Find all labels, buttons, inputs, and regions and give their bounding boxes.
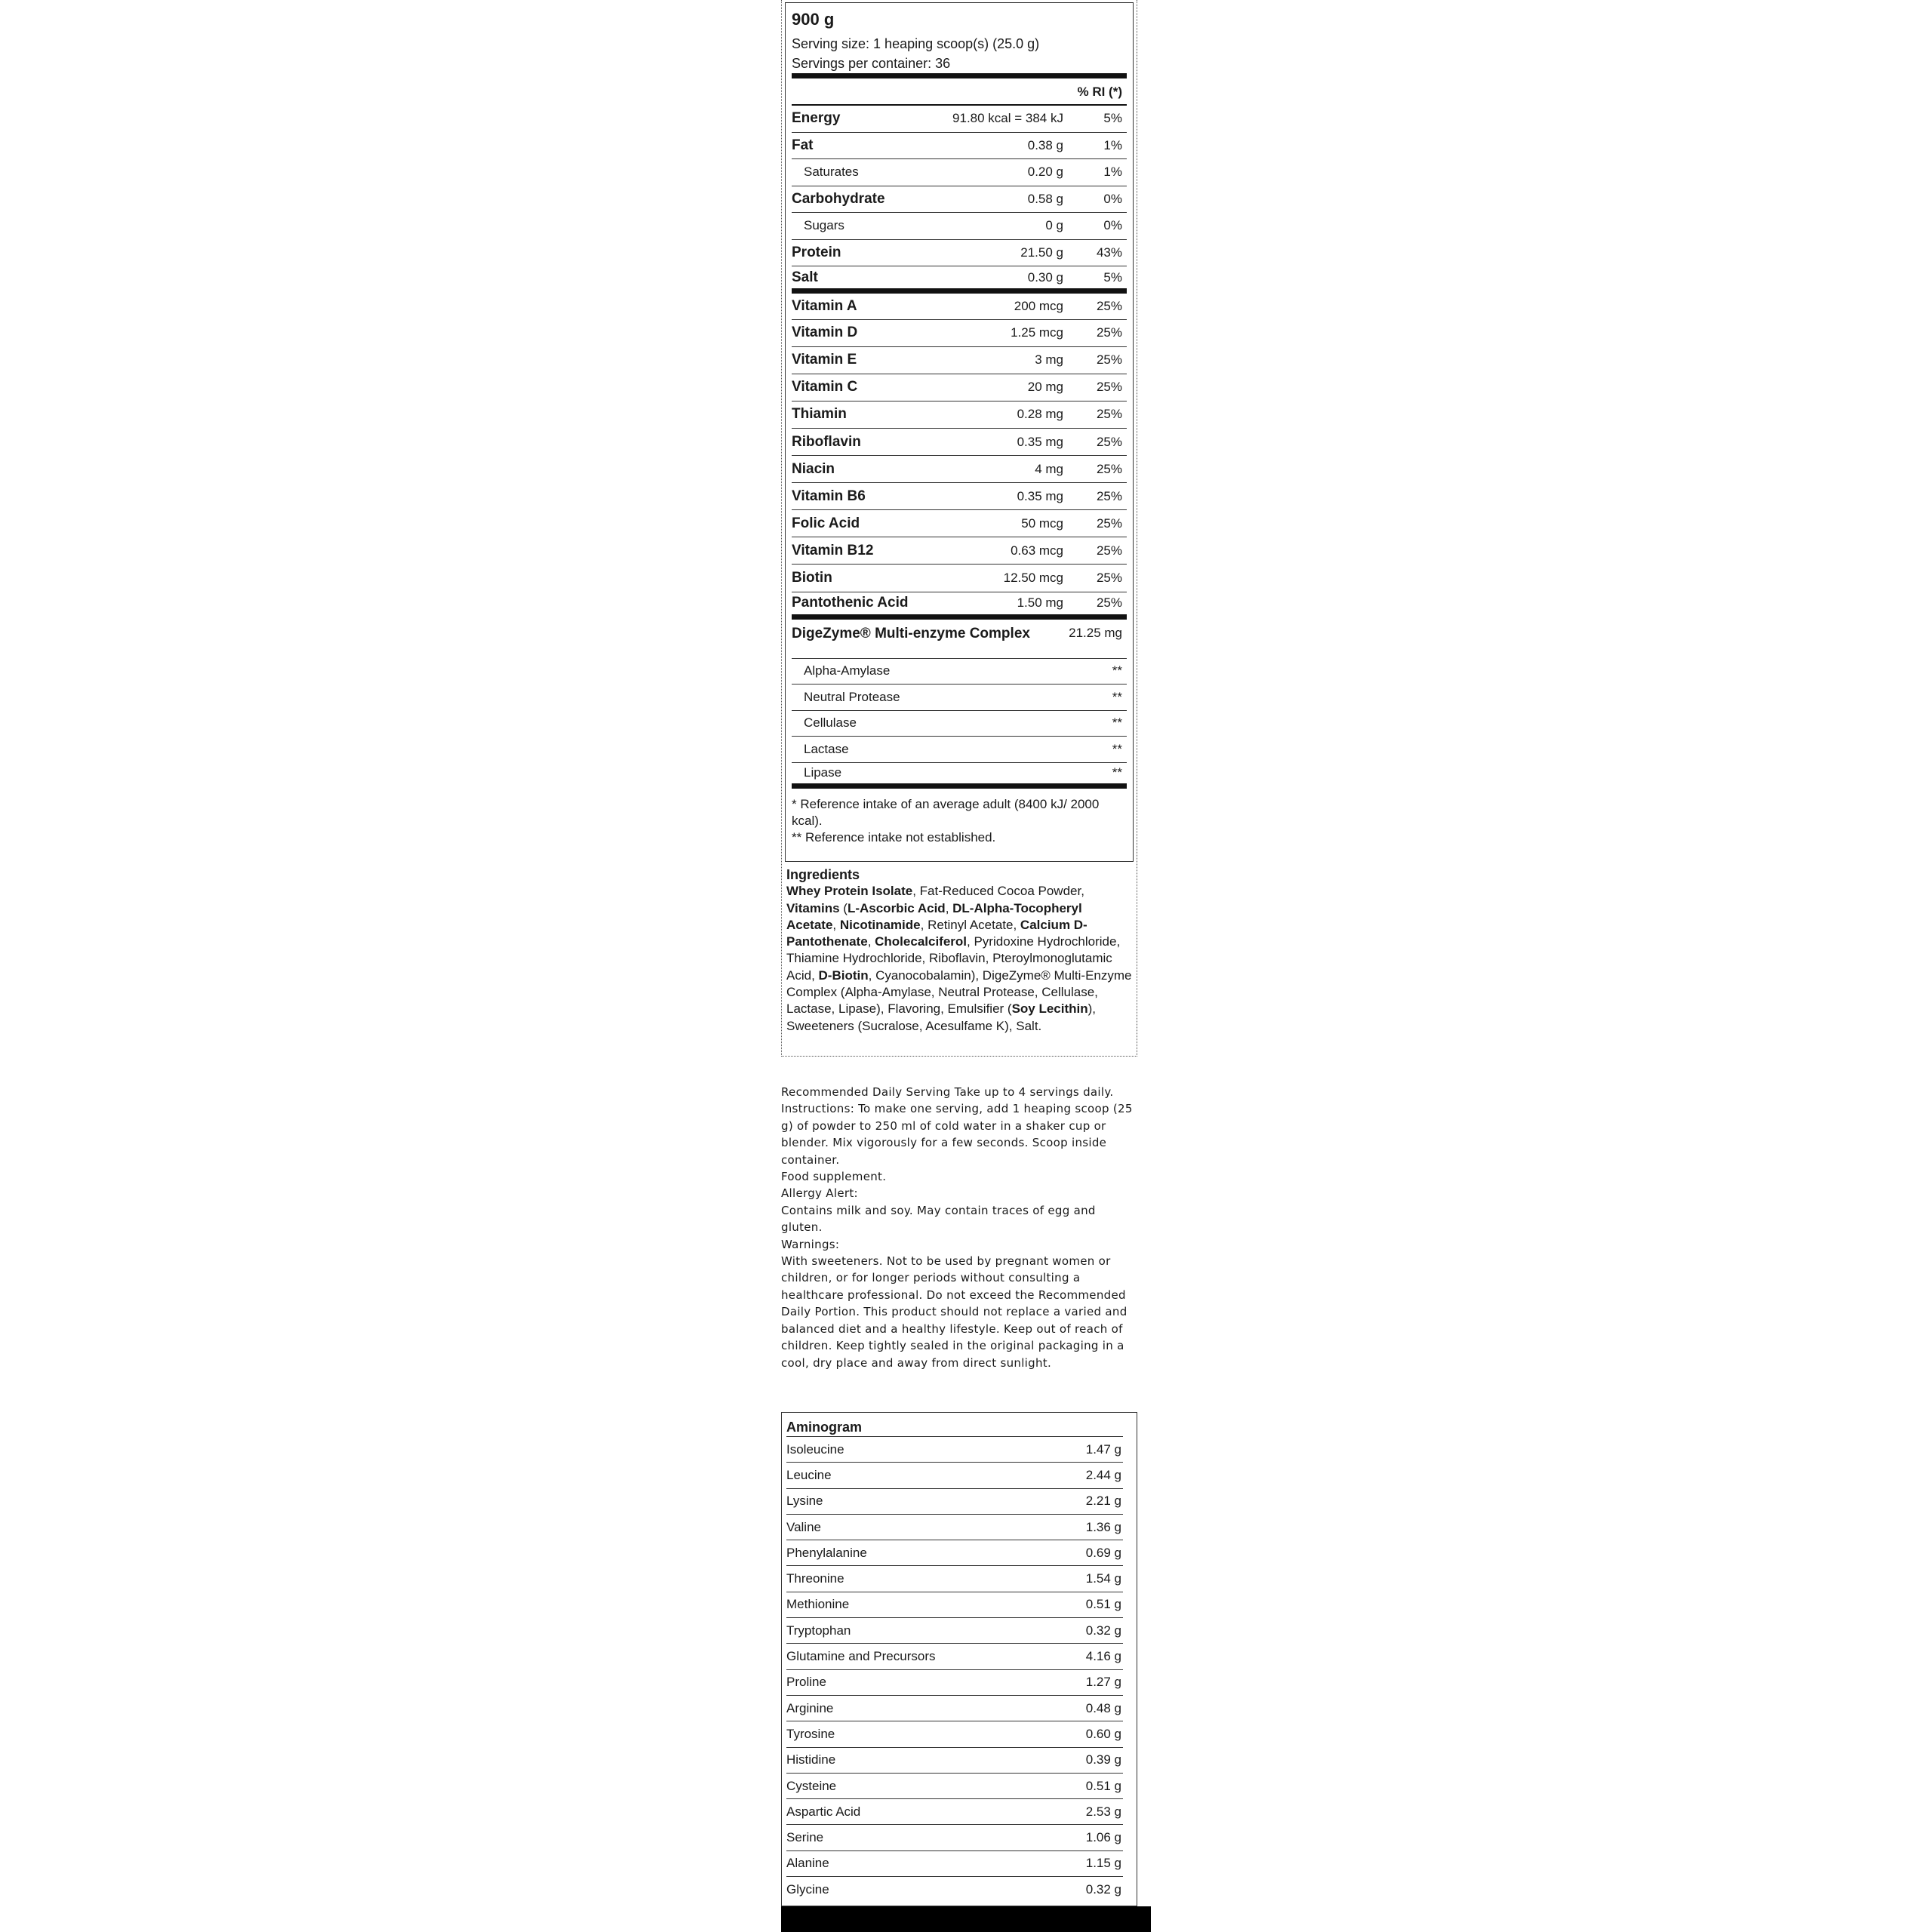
amino-amount: 0.48 g bbox=[1085, 1700, 1121, 1715]
enzyme-amount: ** bbox=[1112, 663, 1122, 678]
ingredient-segment: Vitamins bbox=[786, 900, 840, 915]
nutrient-row bbox=[792, 133, 1127, 160]
vitamin-amount: 50 mcg bbox=[1021, 515, 1063, 531]
enzyme-name: Cellulase bbox=[804, 715, 857, 731]
footnote-not-established: ** Reference intake not established. bbox=[792, 830, 996, 845]
amino-row bbox=[786, 1515, 1123, 1540]
amino-row bbox=[786, 1799, 1123, 1825]
nutrient-row bbox=[792, 106, 1127, 133]
serving-size: Serving size: 1 heaping scoop(s) (25.0 g) bbox=[792, 36, 1040, 51]
nutrient-amount: 0.58 g bbox=[1027, 191, 1063, 206]
enzyme-row bbox=[792, 685, 1127, 711]
vitamin-name: Biotin bbox=[792, 569, 832, 586]
digezyme-row bbox=[792, 620, 1127, 659]
nutrient-ri: 1% bbox=[1103, 137, 1122, 152]
ingredients-heading: Ingredients bbox=[786, 867, 860, 882]
vitamin-name: Folic Acid bbox=[792, 515, 860, 531]
vitamin-amount: 0.63 mcg bbox=[1011, 543, 1063, 558]
amino-name: Isoleucine bbox=[786, 1441, 844, 1457]
amino-name: Aspartic Acid bbox=[786, 1804, 861, 1819]
enzyme-row bbox=[792, 659, 1127, 685]
allergy-title: Allergy Alert: bbox=[781, 1186, 858, 1201]
vitamin-name: Vitamin C bbox=[792, 379, 858, 395]
ingredient-segment: , bbox=[867, 934, 875, 949]
ingredient-segment: , Fat-Reduced Cocoa Powder, bbox=[912, 884, 1084, 899]
macro-list bbox=[792, 106, 1127, 294]
food-supplement-note: Food supplement. bbox=[781, 1170, 887, 1184]
amino-row bbox=[786, 1825, 1123, 1850]
amino-amount: 4.16 g bbox=[1085, 1649, 1121, 1664]
enzyme-list bbox=[792, 659, 1127, 789]
vitamin-amount: 4 mg bbox=[1035, 461, 1063, 476]
nutrient-ri: 43% bbox=[1096, 245, 1122, 260]
nutrient-name: Carbohydrate bbox=[792, 190, 885, 207]
vitamin-ri: 25% bbox=[1096, 543, 1122, 558]
enzyme-name: Neutral Protease bbox=[804, 689, 900, 704]
aminogram-title: Aminogram bbox=[786, 1413, 1123, 1437]
amino-amount: 2.21 g bbox=[1085, 1494, 1121, 1509]
nutrient-ri: 5% bbox=[1103, 111, 1122, 126]
vitamin-ri: 25% bbox=[1096, 352, 1122, 368]
amino-row bbox=[786, 1877, 1123, 1903]
vitamin-ri: 25% bbox=[1096, 595, 1122, 611]
amino-name: Arginine bbox=[786, 1700, 834, 1715]
vitamin-name: Pantothenic Acid bbox=[792, 595, 909, 611]
nutrient-name: Fat bbox=[792, 137, 814, 153]
amino-name: Threonine bbox=[786, 1571, 844, 1586]
vitamin-row bbox=[792, 456, 1127, 483]
amino-name: Methionine bbox=[786, 1597, 850, 1612]
vitamin-name: Vitamin B12 bbox=[792, 542, 874, 558]
ingredient-segment: ), Sweeteners (Sucralose, Acesulfame K), Salt. bbox=[786, 1001, 1097, 1033]
recommendations-section bbox=[781, 1084, 1140, 1371]
amino-row bbox=[786, 1618, 1123, 1644]
amino-name: Valine bbox=[786, 1519, 821, 1534]
amino-name: Phenylalanine bbox=[786, 1545, 867, 1560]
ingredient-segment: Cholecalciferol bbox=[875, 934, 968, 949]
nutrition-facts-panel bbox=[785, 2, 1134, 862]
ingredient-segment: Calcium D-Pantothenate bbox=[786, 917, 1088, 949]
footnote-reference-intake: * Reference intake of an average adult (8400 kJ/ 2000 kcal). bbox=[792, 797, 1100, 829]
vitamin-amount: 20 mg bbox=[1027, 380, 1063, 395]
bottom-black-bar bbox=[781, 1906, 1151, 1932]
nutrient-row bbox=[792, 213, 1127, 240]
ingredient-segment: DL-Alpha-Tocopheryl Acetate bbox=[786, 900, 1082, 932]
amino-name: Proline bbox=[786, 1675, 826, 1690]
ri-header: % RI (*) bbox=[792, 78, 1127, 106]
vitamin-amount: 0.35 mg bbox=[1017, 488, 1063, 503]
amino-name: Serine bbox=[786, 1830, 824, 1845]
aminogram-list bbox=[786, 1437, 1123, 1903]
vitamin-row bbox=[792, 401, 1127, 429]
amino-row bbox=[786, 1696, 1123, 1721]
nutrient-amount: 91.80 kcal = 384 kJ bbox=[952, 111, 1063, 126]
nutrient-amount: 21.50 g bbox=[1020, 245, 1063, 260]
ingredient-segment: Whey Protein Isolate bbox=[786, 884, 913, 899]
vitamin-row bbox=[792, 374, 1127, 401]
ingredient-segment: ( bbox=[839, 900, 848, 915]
nutrient-name: Protein bbox=[792, 244, 841, 260]
ingredient-segment: , bbox=[832, 917, 840, 932]
vitamin-list bbox=[792, 294, 1127, 620]
amino-row bbox=[786, 1540, 1123, 1566]
enzyme-amount: ** bbox=[1112, 741, 1122, 756]
ingredient-segment: , bbox=[945, 900, 953, 915]
amino-amount: 1.36 g bbox=[1085, 1519, 1121, 1534]
amino-amount: 0.32 g bbox=[1085, 1623, 1121, 1638]
warnings-text: With sweeteners. Not to be used by pregnant women or children, or for longer periods without consulting a healthcare professional. Do not exceed the Recommended Daily Portion. This product should not replace a varied and balanced diet and a healthy lifestyle. Keep out of reach of children. Keep tightly sealed in the original packaging in a cool, dry place and away from direct sunlight. bbox=[781, 1254, 1128, 1370]
amino-amount: 1.47 g bbox=[1085, 1441, 1121, 1457]
enzyme-amount: ** bbox=[1112, 765, 1122, 780]
ingredient-segment: , Retinyl Acetate, bbox=[920, 917, 1020, 932]
vitamin-ri: 25% bbox=[1096, 570, 1122, 585]
aminogram-table bbox=[781, 1412, 1137, 1906]
amino-row bbox=[786, 1774, 1123, 1799]
amino-amount: 0.39 g bbox=[1085, 1752, 1121, 1767]
amino-amount: 1.27 g bbox=[1085, 1675, 1121, 1690]
digezyme-amount: 21.25 mg bbox=[1069, 625, 1122, 640]
amino-amount: 2.53 g bbox=[1085, 1804, 1121, 1819]
vitamin-row bbox=[792, 510, 1127, 537]
amino-amount: 0.32 g bbox=[1085, 1882, 1121, 1897]
nutrient-name: Energy bbox=[792, 110, 841, 127]
vitamin-ri: 25% bbox=[1096, 298, 1122, 313]
amino-row bbox=[786, 1566, 1123, 1592]
enzyme-amount: ** bbox=[1112, 715, 1122, 731]
nutrient-ri: 5% bbox=[1103, 269, 1122, 285]
nutrient-ri: 0% bbox=[1103, 218, 1122, 233]
vitamin-ri: 25% bbox=[1096, 407, 1122, 422]
amino-name: Cysteine bbox=[786, 1778, 837, 1793]
amino-amount: 0.69 g bbox=[1085, 1545, 1121, 1560]
amino-amount: 1.15 g bbox=[1085, 1856, 1121, 1871]
amino-row bbox=[786, 1489, 1123, 1515]
amino-name: Tyrosine bbox=[786, 1726, 835, 1741]
nutrient-row bbox=[792, 240, 1127, 267]
amino-name: Tryptophan bbox=[786, 1623, 851, 1638]
nutrient-ri: 0% bbox=[1103, 191, 1122, 206]
vitamin-ri: 25% bbox=[1096, 488, 1122, 503]
warnings-title: Warnings: bbox=[781, 1237, 840, 1251]
nutrient-amount: 0 g bbox=[1045, 218, 1063, 233]
vitamin-ri: 25% bbox=[1096, 515, 1122, 531]
amino-name: Alanine bbox=[786, 1856, 829, 1871]
vitamin-ri: 25% bbox=[1096, 380, 1122, 395]
amino-amount: 0.60 g bbox=[1085, 1726, 1121, 1741]
ingredient-segment: L-Ascorbic Acid bbox=[847, 900, 946, 915]
vitamin-amount: 3 mg bbox=[1035, 352, 1063, 368]
vitamin-name: Thiamin bbox=[792, 406, 847, 423]
vitamin-amount: 1.50 mg bbox=[1017, 595, 1063, 611]
nutrient-amount: 0.38 g bbox=[1027, 137, 1063, 152]
amino-name: Glutamine and Precursors bbox=[786, 1649, 936, 1664]
nutrient-row bbox=[792, 159, 1127, 186]
ingredient-segment: Nicotinamide bbox=[839, 917, 921, 932]
amino-name: Histidine bbox=[786, 1752, 836, 1767]
amino-row bbox=[786, 1592, 1123, 1618]
vitamin-row bbox=[792, 565, 1127, 592]
enzyme-amount: ** bbox=[1112, 689, 1122, 704]
vitamin-ri: 25% bbox=[1096, 434, 1122, 449]
recommended-serving: Recommended Daily Serving Take up to 4 servings daily. Instructions: To make one serving, add 1 heaping scoop (25 g) of powder to 250 ml of cold water in a shaker cup or blender. Mix vigorously for a few seconds. Scoop inside container. bbox=[781, 1085, 1133, 1167]
vitamin-row bbox=[792, 483, 1127, 510]
vitamin-amount: 0.35 mg bbox=[1017, 434, 1063, 449]
servings-per-container: Servings per container: 36 bbox=[792, 54, 1127, 78]
nutrition-footnotes bbox=[792, 789, 1127, 846]
enzyme-row bbox=[792, 711, 1127, 737]
vitamin-name: Vitamin E bbox=[792, 352, 857, 368]
ingredient-segment: , Pyridoxine Hydrochloride, Thiamine Hydrochloride, Riboflavin, Pteroylmonoglutamic Acid, bbox=[786, 934, 1121, 983]
vitamin-name: Riboflavin bbox=[792, 433, 861, 450]
vitamin-name: Vitamin D bbox=[792, 325, 858, 341]
allergy-text: Contains milk and soy. May contain traces of egg and gluten. bbox=[781, 1203, 1096, 1235]
vitamin-name: Niacin bbox=[792, 460, 835, 477]
nutrient-name: Salt bbox=[792, 269, 818, 285]
amino-row bbox=[786, 1721, 1123, 1747]
digezyme-name: DigeZyme® Multi-enzyme Complex bbox=[792, 625, 1030, 641]
amino-row bbox=[786, 1748, 1123, 1774]
vitamin-name: Vitamin A bbox=[792, 297, 857, 314]
nutrient-name: Saturates bbox=[804, 165, 859, 180]
vitamin-row bbox=[792, 537, 1127, 565]
nutrient-row bbox=[792, 186, 1127, 214]
amino-amount: 1.54 g bbox=[1085, 1571, 1121, 1586]
ingredient-segment: Soy Lecithin bbox=[1011, 1001, 1088, 1017]
vitamin-name: Vitamin B6 bbox=[792, 488, 866, 504]
amino-name: Leucine bbox=[786, 1467, 832, 1482]
ingredients-section bbox=[786, 866, 1134, 1035]
vitamin-row bbox=[792, 592, 1127, 620]
ingredients-text bbox=[786, 883, 1134, 1035]
amino-row bbox=[786, 1437, 1123, 1463]
amino-name: Lysine bbox=[786, 1494, 823, 1509]
net-weight: 900 g bbox=[792, 10, 835, 29]
nutrient-amount: 0.30 g bbox=[1027, 269, 1063, 285]
vitamin-row bbox=[792, 294, 1127, 320]
vitamin-ri: 25% bbox=[1096, 325, 1122, 340]
vitamin-row bbox=[792, 320, 1127, 347]
enzyme-row bbox=[792, 737, 1127, 763]
nutrient-amount: 0.20 g bbox=[1027, 165, 1063, 180]
amino-amount: 0.51 g bbox=[1085, 1597, 1121, 1612]
enzyme-name: Lipase bbox=[804, 765, 842, 780]
amino-row bbox=[786, 1463, 1123, 1488]
nutrient-ri: 1% bbox=[1103, 165, 1122, 180]
vitamin-amount: 12.50 mcg bbox=[1003, 570, 1063, 585]
enzyme-row bbox=[792, 763, 1127, 789]
amino-name: Glycine bbox=[786, 1882, 829, 1897]
enzyme-name: Alpha-Amylase bbox=[804, 663, 891, 678]
nutrient-name: Sugars bbox=[804, 218, 844, 233]
enzyme-name: Lactase bbox=[804, 741, 849, 756]
vitamin-amount: 200 mcg bbox=[1014, 298, 1063, 313]
vitamin-ri: 25% bbox=[1096, 461, 1122, 476]
amino-row bbox=[786, 1670, 1123, 1696]
vitamin-row bbox=[792, 347, 1127, 374]
ingredient-segment: , Cyanocobalamin), DigeZyme® Multi-Enzyme Complex (Alpha-Amylase, Neutral Protease, Cellulase, Lactase, Lipase), Flavoring, Emulsifier ( bbox=[786, 968, 1132, 1017]
amino-amount: 2.44 g bbox=[1085, 1467, 1121, 1482]
amino-amount: 0.51 g bbox=[1085, 1778, 1121, 1793]
ingredient-segment: D-Biotin bbox=[818, 968, 869, 983]
amino-row bbox=[786, 1644, 1123, 1669]
amino-row bbox=[786, 1851, 1123, 1877]
nutrient-row bbox=[792, 266, 1127, 294]
vitamin-row bbox=[792, 429, 1127, 456]
amino-amount: 1.06 g bbox=[1085, 1830, 1121, 1845]
vitamin-amount: 1.25 mcg bbox=[1011, 325, 1063, 340]
vitamin-amount: 0.28 mg bbox=[1017, 407, 1063, 422]
